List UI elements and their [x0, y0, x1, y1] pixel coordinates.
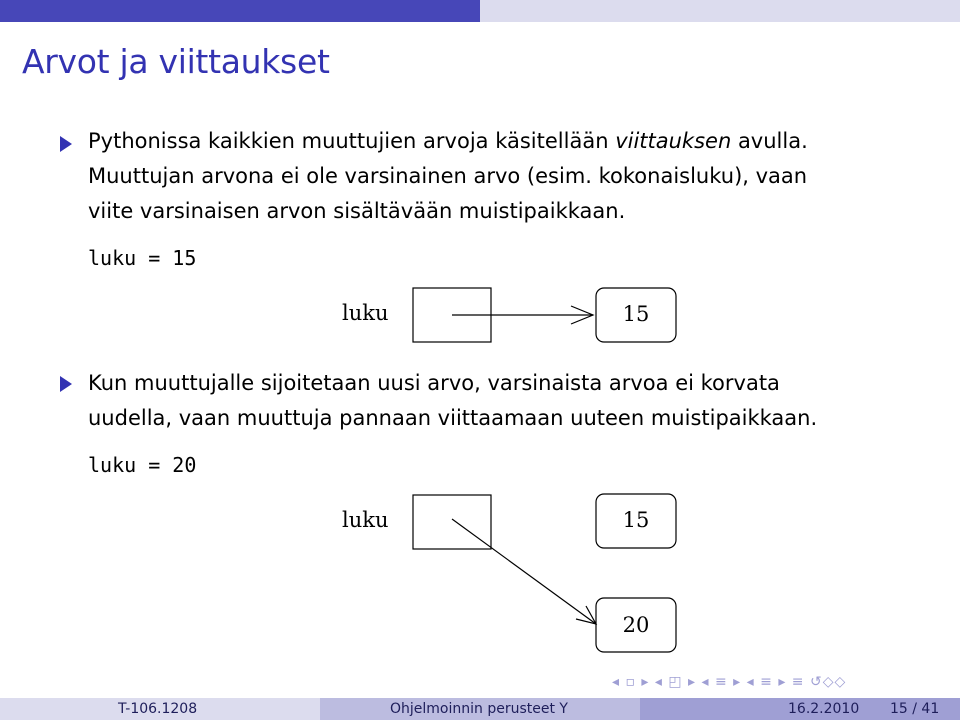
- footer-course: T-106.1208: [0, 698, 320, 720]
- diagram-1-value: 15: [622, 302, 650, 326]
- footer: [0, 698, 960, 720]
- bullet-1-line-3: viite varsinaisen arvon sisältävään muistipaikkaan.: [88, 199, 626, 223]
- footer-page-number: 15 / 41: [890, 701, 940, 717]
- diagram-2: [342, 494, 676, 652]
- diagram-2-old-value: 15: [622, 508, 650, 532]
- diagram-2-new-value: 20: [622, 613, 650, 637]
- footer-date-page: [640, 698, 960, 720]
- variable-box: [413, 495, 491, 549]
- diagram-1-variable-label: luku: [342, 301, 389, 325]
- footer-date: 16.2.2010: [788, 701, 860, 717]
- diagram-2-variable-label: luku: [342, 508, 389, 532]
- bullet-1-line-2: Muuttujan arvona ei ole varsinainen arvo (esim. kokonaisluku), vaan: [88, 164, 808, 188]
- frame-title: Arvot ja viittaukset: [22, 42, 330, 81]
- diagram-1: [342, 288, 676, 342]
- code-assign-15: luku = 15: [88, 246, 197, 270]
- footer-title: Ohjelmoinnin perusteet Y: [320, 698, 640, 720]
- code-assign-20: luku = 20: [88, 453, 197, 477]
- bullet-2-line-1: Kun muuttujalle sijoitetaan uusi arvo, varsinaista arvoa ei korvata: [88, 371, 780, 395]
- bullet-1-line-1: Pythonissa kaikkien muuttujien arvoja käsitellään viittauksen avulla.: [88, 129, 808, 153]
- bullet-2-line-2: uudella, vaan muuttuja pannaan viittaamaan uuteen muistipaikkaan.: [88, 406, 818, 430]
- navigation-symbols[interactable]: ◂ ▫ ▸ ◂ ◰ ▸ ◂ ≡ ▸ ◂ ≡ ▸ ≡ ↺◇◇: [612, 674, 847, 690]
- reference-arrow: [452, 519, 596, 624]
